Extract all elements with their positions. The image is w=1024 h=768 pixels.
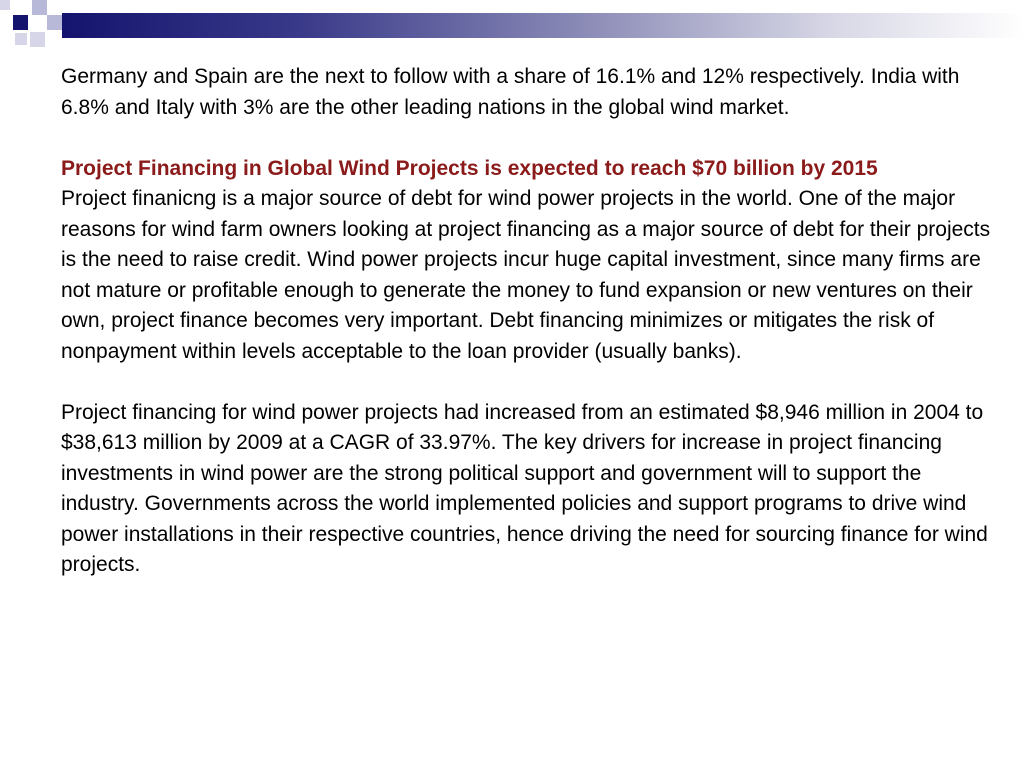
slide-body [61,62,991,581]
intro-paragraph: Germany and Spain are the next to follow with a share of 16.1% and 12% respectively. India with 6.8% and Italy with 3% are the other leading nations in the global wind market. [61,65,960,119]
header-gradient-bar [62,13,1024,38]
section-paragraph-2: Project financing for wind power projects had increased from an estimated $8,946 million in 2004 to $38,613 million by 2009 at a CAGR of 33.97%. The key drivers for increase in project financing investments in wind power are the strong political support and government will to support the industry. Governments across the world implemented policies and support programs to drive wind power installations in their respective countries, hence driving the need for sourcing finance for wind projects. [61,400,988,576]
logo-square-light [15,33,27,45]
paragraph-spacer [61,123,991,154]
section-paragraph-1: Project finanicng is a major source of debt for wind power projects in the world. One of the major reasons for wind farm owners looking at project financing as a major source of debt for their projects is the need to raise credit. Wind power projects incur huge capital investment, since many firms are not mature or profitable enough to generate the money to fund expansion or new ventures on their own, project finance becomes very important. Debt financing minimizes or mitigates the risk of nonpayment within levels acceptable to the loan provider (usually banks). [61,187,991,363]
logo-square-light [47,15,62,30]
logo-square-dark [13,15,28,30]
paragraph-spacer [61,367,991,398]
logo-square-light [30,32,45,47]
logo-square-light [0,0,10,10]
logo-square-light [32,0,47,15]
section-heading: Project Financing in Global Wind Projects is expected to reach $70 billion by 2015 [61,156,878,180]
